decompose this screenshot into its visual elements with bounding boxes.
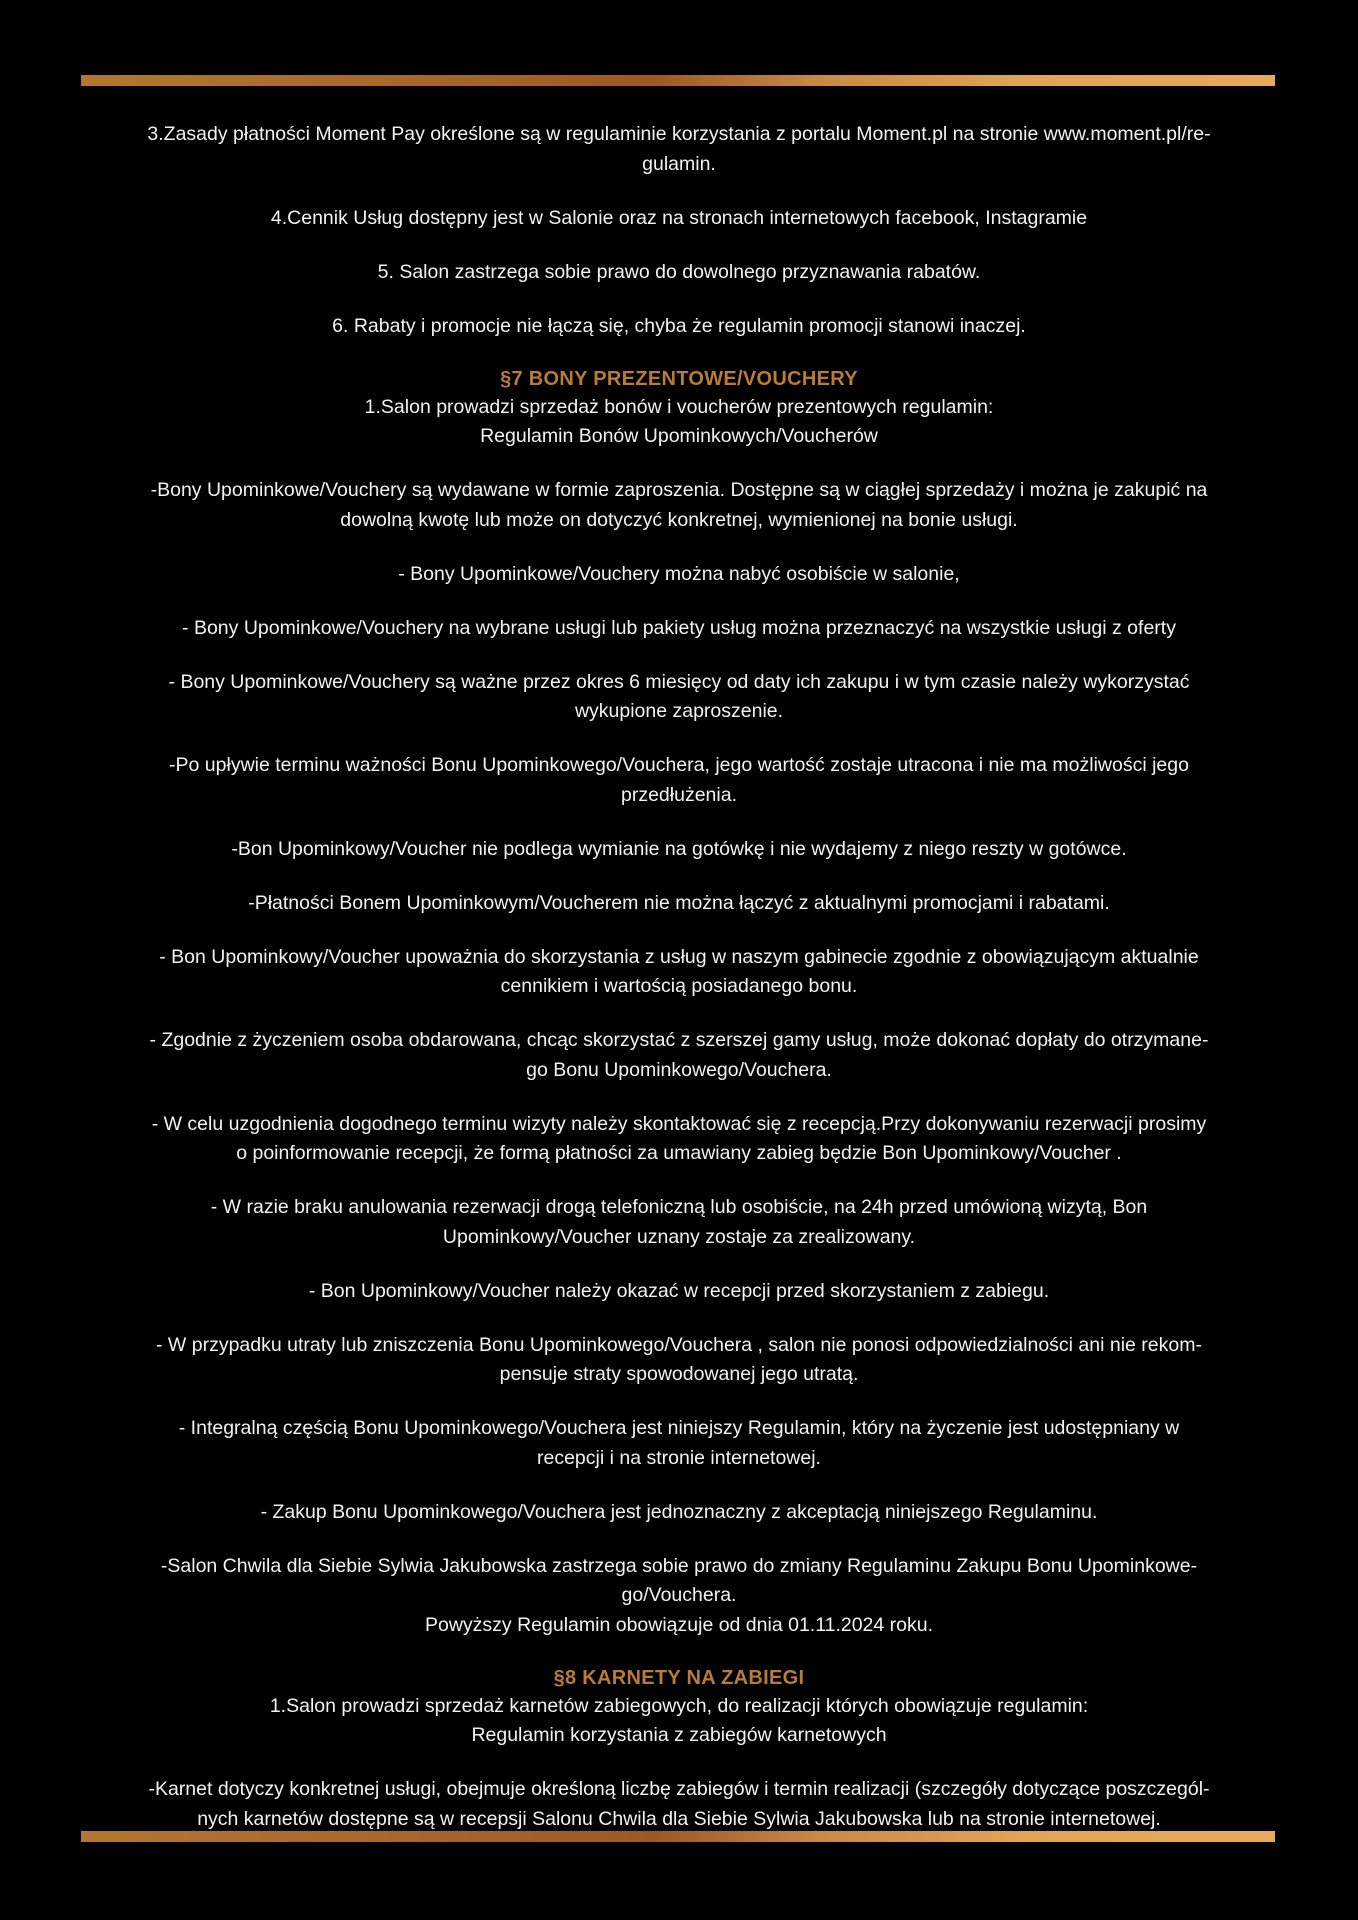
paragraph-line: Regulamin Bonów Upominkowych/Voucherów: [480, 425, 878, 447]
paragraph-line: recepcji i na stronie internetowej.: [537, 1446, 821, 1469]
paragraph-line: 4.Cennik Usług dostępny jest w Salonie oraz na stronach internetowych facebook, Instagramie: [270, 206, 1088, 229]
paragraph: [0, 1775, 1358, 1834]
paragraph-line: - Zgodnie z życzeniem osoba obdarowana, chcąc skorzystać z szerszej gamy usług, może dokonać dopłaty do otrzymane-: [149, 1029, 1209, 1051]
paragraph: [0, 1026, 1358, 1085]
section-heading: §7 BONY PREZENTOWE/VOUCHERY: [500, 367, 858, 390]
paragraph-line: Powyższy Regulamin obowiązuje od dnia 01.11.2024 roku.: [424, 1613, 934, 1636]
paragraph: [0, 889, 1358, 919]
paragraph-line: -Bony Upominkowe/Vouchery są wydawane w formie zaproszenia. Dostępne są w ciągłej sprzedaży i można je zakupić na: [150, 479, 1208, 501]
section-block: [0, 1665, 1358, 1751]
paragraph-line: pensuje straty spowodowanej jego utratą.: [499, 1363, 859, 1385]
paragraph-line: 1.Salon prowadzi sprzedaż bonów i voucherów prezentowych regulamin:: [364, 395, 994, 418]
paragraph-line: 5. Salon zastrzega sobie prawo do dowolnego przyznawania rabatów.: [377, 260, 981, 283]
paragraph-line: - W razie braku anulowania rezerwacji drogą telefoniczną lub osobiście, na 24h przed umówioną wizytą, Bon: [210, 1196, 1148, 1218]
paragraph-line: -Bon Upominkowy/Voucher nie podlega wymianie na gotówkę i nie wydajemy z niego reszty w gotówce.: [231, 837, 1127, 860]
paragraph-line: przedłużenia.: [621, 783, 737, 806]
paragraph-line: -Płatności Bonem Upominkowym/Voucherem nie można łączyć z aktualnymi promocjami i rabatami.: [248, 891, 1110, 914]
paragraph: [0, 560, 1358, 590]
paragraph: [0, 1110, 1358, 1169]
paragraph: [0, 1277, 1358, 1307]
paragraph: [0, 120, 1358, 179]
paragraph-line: - Integralną częścią Bonu Upominkowego/Vouchera jest niniejszy Regulamin, który na życzenie jest udostępniany w: [178, 1417, 1180, 1439]
paragraph-line: -Karnet dotyczy konkretnej usługi, obejmuje określoną liczbę zabiegów i termin realizacji (szczegóły dotyczące poszczegól-: [148, 1778, 1210, 1800]
paragraph-line: 1.Salon prowadzi sprzedaż karnetów zabiegowych, do realizacji których obowiązuje regulamin:: [269, 1694, 1089, 1717]
paragraph-line: cennikiem i wartością posiadanego bonu.: [500, 975, 858, 997]
paragraph-line: - Bony Upominkowe/Vouchery na wybrane usługi lub pakiety usług można przeznaczyć na wszystkie usługi z oferty: [182, 616, 1176, 639]
regulations-document: [0, 120, 1358, 1859]
paragraph-line: - Zakup Bonu Upominkowego/Vouchera jest jednoznaczny z akceptacją niniejszego Regulaminu.: [260, 1500, 1098, 1523]
paragraph: [0, 312, 1358, 342]
paragraph-line: - W przypadku utraty lub zniszczenia Bonu Upominkowego/Vouchera , salon nie ponosi odpowiedzialności ani nie rekom-: [156, 1333, 1202, 1356]
section-block: [0, 366, 1358, 452]
bottom-gold-divider: [81, 1831, 1275, 1842]
paragraph-line: - Bony Upominkowe/Vouchery można nabyć osobiście w salonie,: [398, 562, 960, 585]
paragraph: [0, 1552, 1358, 1641]
paragraph-line: 3.Zasady płatności Moment Pay określone są w regulaminie korzystania z portalu Moment.pl na stronie www.moment.pl/re-: [147, 123, 1211, 145]
section-heading: §8 KARNETY NA ZABIEGI: [553, 1666, 805, 1689]
paragraph: [0, 668, 1358, 727]
paragraph: [0, 476, 1358, 535]
paragraph: [0, 1498, 1358, 1528]
paragraph: [0, 943, 1358, 1002]
paragraph-line: go Bonu Upominkowego/Vouchera.: [526, 1058, 832, 1081]
paragraph-line: dowolną kwotę lub może on dotyczyć konkretnej, wymienionej na bonie usługi.: [340, 508, 1018, 531]
paragraph: [0, 204, 1358, 234]
paragraph-line: wykupione zaproszenie.: [574, 700, 784, 722]
paragraph-line: Upominkowy/Voucher uznany zostaje za zrealizowany.: [442, 1225, 916, 1248]
paragraph: [0, 835, 1358, 865]
paragraph-line: - Bon Upominkowy/Voucher należy okazać w recepcji przed skorzystaniem z zabiegu.: [308, 1279, 1050, 1302]
paragraph-line: -Po upływie terminu ważności Bonu Upominkowego/Vouchera, jego wartość zostaje utracona i nie ma możliwości jego: [169, 754, 1189, 776]
paragraph-line: o poinformowanie recepcji, że formą płatności za umawiany zabieg będzie Bon Upominkowy/Voucher .: [236, 1142, 1122, 1164]
paragraph: [0, 1331, 1358, 1390]
paragraph: [0, 1193, 1358, 1252]
paragraph: [0, 751, 1358, 810]
paragraph-line: - Bony Upominkowe/Vouchery są ważne przez okres 6 miesięcy od daty ich zakupu i w tym czasie należy wykorzystać: [168, 670, 1190, 693]
paragraph-line: 6. Rabaty i promocje nie łączą się, chyba że regulamin promocji stanowi inaczej.: [332, 314, 1026, 337]
paragraph-line: -Salon Chwila dla Siebie Sylwia Jakubowska zastrzega sobie prawo do zmiany Regulaminu Zakupu Bonu Upominkowe-: [160, 1554, 1198, 1577]
paragraph: [0, 614, 1358, 644]
paragraph-line: - Bon Upominkowy/Voucher upoważnia do skorzystania z usług w naszym gabinecie zgodnie z obowiązującym aktualnie: [159, 945, 1199, 968]
paragraph-line: - W celu uzgodnienia dogodnego terminu wizyty należy skontaktować się z recepcją.Przy dokonywaniu rezerwacji prosimy: [151, 1112, 1207, 1135]
paragraph: [0, 258, 1358, 288]
paragraph-line: nych karnetów dostępne są w recepsji Salonu Chwila dla Siebie Sylwia Jakubowska lub na stronie internetowej.: [197, 1807, 1161, 1830]
paragraph-line: go/Vouchera.: [621, 1584, 737, 1606]
paragraph-line: gulamin.: [642, 152, 716, 175]
top-gold-divider: [81, 75, 1275, 86]
paragraph-line: Regulamin korzystania z zabiegów karnetowych: [471, 1724, 887, 1746]
paragraph: [0, 1414, 1358, 1473]
